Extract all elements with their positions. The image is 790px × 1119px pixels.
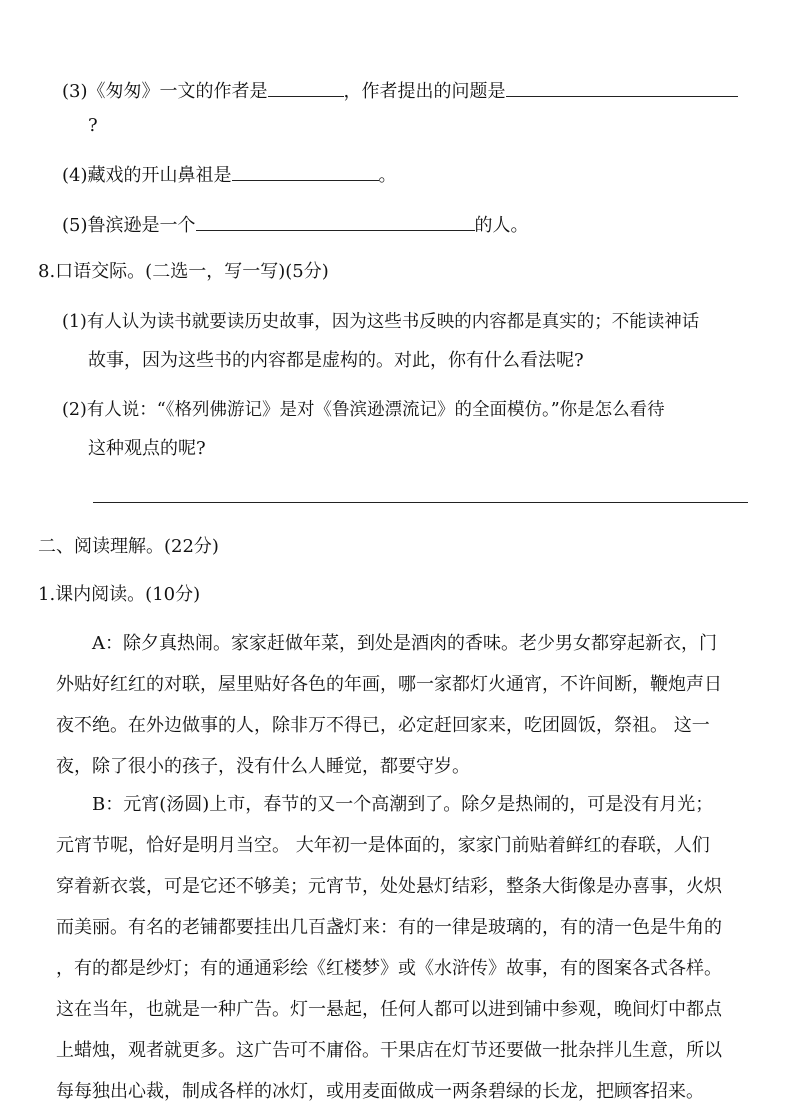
question-3-end: ? — [88, 115, 98, 136]
passage-a — [56, 623, 756, 787]
reading-1-title: 1.课内阅读。(10分) — [38, 584, 201, 605]
question-3-label: (3)《匆匆》一文的作者是 — [62, 81, 268, 102]
question-4-label: (4)藏戏的开山鼻祖是 — [62, 165, 232, 186]
answer-line[interactable] — [93, 502, 748, 503]
question-4-end: 。 — [378, 165, 397, 186]
question-3 — [62, 78, 738, 104]
question-5-end: 的人。 — [474, 215, 529, 236]
passage-a-line: A：除夕真热闹。家家赶做年菜，到处是酒肉的香味。老少男女都穿起新衣，门 — [92, 633, 717, 654]
passage-b-line: B：元宵(汤圆)上市，春节的又一个高潮到了。除夕是热闹的，可是没有月光； — [92, 794, 714, 815]
option-1-line-1: (1)有人认为读书就要读历史故事，因为这些书反映的内容都是真实的；不能读神话 — [62, 312, 700, 332]
passage-b-line: 而美丽。有名的老铺都要挂出几百盏灯来：有的一律是玻璃的，有的清一色是牛角的 — [56, 917, 722, 938]
passage-a-line: 夜，除了很小的孩子，没有什么人睡觉，都要守岁。 — [56, 756, 470, 777]
question-4 — [62, 162, 397, 188]
robinson-description-blank[interactable] — [196, 212, 475, 231]
section-8-title: 8.口语交际。(二选一，写一写)(5分) — [38, 261, 329, 282]
section-2-title: 二、阅读理解。(22分) — [38, 536, 219, 557]
passage-b-line: 穿着新衣裳，可是它还不够美；元宵节，处处悬灯结彩，整条大街像是办喜事，火炽 — [56, 876, 722, 897]
passage-b-line: 上蜡烛，观者就更多。这广告可不庸俗。干果店在灯节还要做一批杂拌儿生意，所以 — [56, 1040, 722, 1061]
zangxi-founder-blank[interactable] — [232, 162, 379, 181]
author-answer-blank[interactable] — [268, 78, 344, 97]
passage-b-line: 这在当年，也就是一种广告。灯一悬起，任何人都可以进到铺中参观，晚间灯中都点 — [56, 999, 722, 1020]
passage-b — [56, 784, 756, 1112]
question-3-mid: ，作者提出的问题是 — [343, 81, 506, 102]
option-2-line-1: (2)有人说：“《格列佛游记》是对《鲁滨逊漂流记》的全面模仿。”你是怎么看待 — [62, 400, 665, 420]
option-2-line-2: 这种观点的呢? — [88, 438, 206, 459]
question-5 — [62, 212, 529, 238]
question-answer-blank[interactable] — [506, 78, 738, 97]
passage-a-line: 夜不绝。在外边做事的人，除非万不得已，必定赶回家来，吃团圆饭，祭祖。 这一 — [56, 715, 710, 736]
passage-b-line: ，有的都是纱灯；有的通通彩绘《红楼梦》或《水浒传》故事，有的图案各式各样。 — [56, 958, 722, 979]
passage-b-line: 元宵节呢，恰好是明月当空。 大年初一是体面的，家家门前贴着鲜红的春联，人们 — [56, 835, 710, 856]
passage-b-line: 每每独出心裁，制成各样的冰灯，或用麦面做成一两条碧绿的长龙，把顾客招来。 — [56, 1081, 704, 1102]
question-5-label: (5)鲁滨逊是一个 — [62, 215, 196, 236]
passage-a-line: 外贴好红红的对联，屋里贴好各色的年画，哪一家都灯火通宵，不许间断，鞭炮声日 — [56, 674, 722, 695]
option-1-line-2: 故事，因为这些书的内容都是虚构的。对此，你有什么看法呢? — [88, 350, 584, 371]
